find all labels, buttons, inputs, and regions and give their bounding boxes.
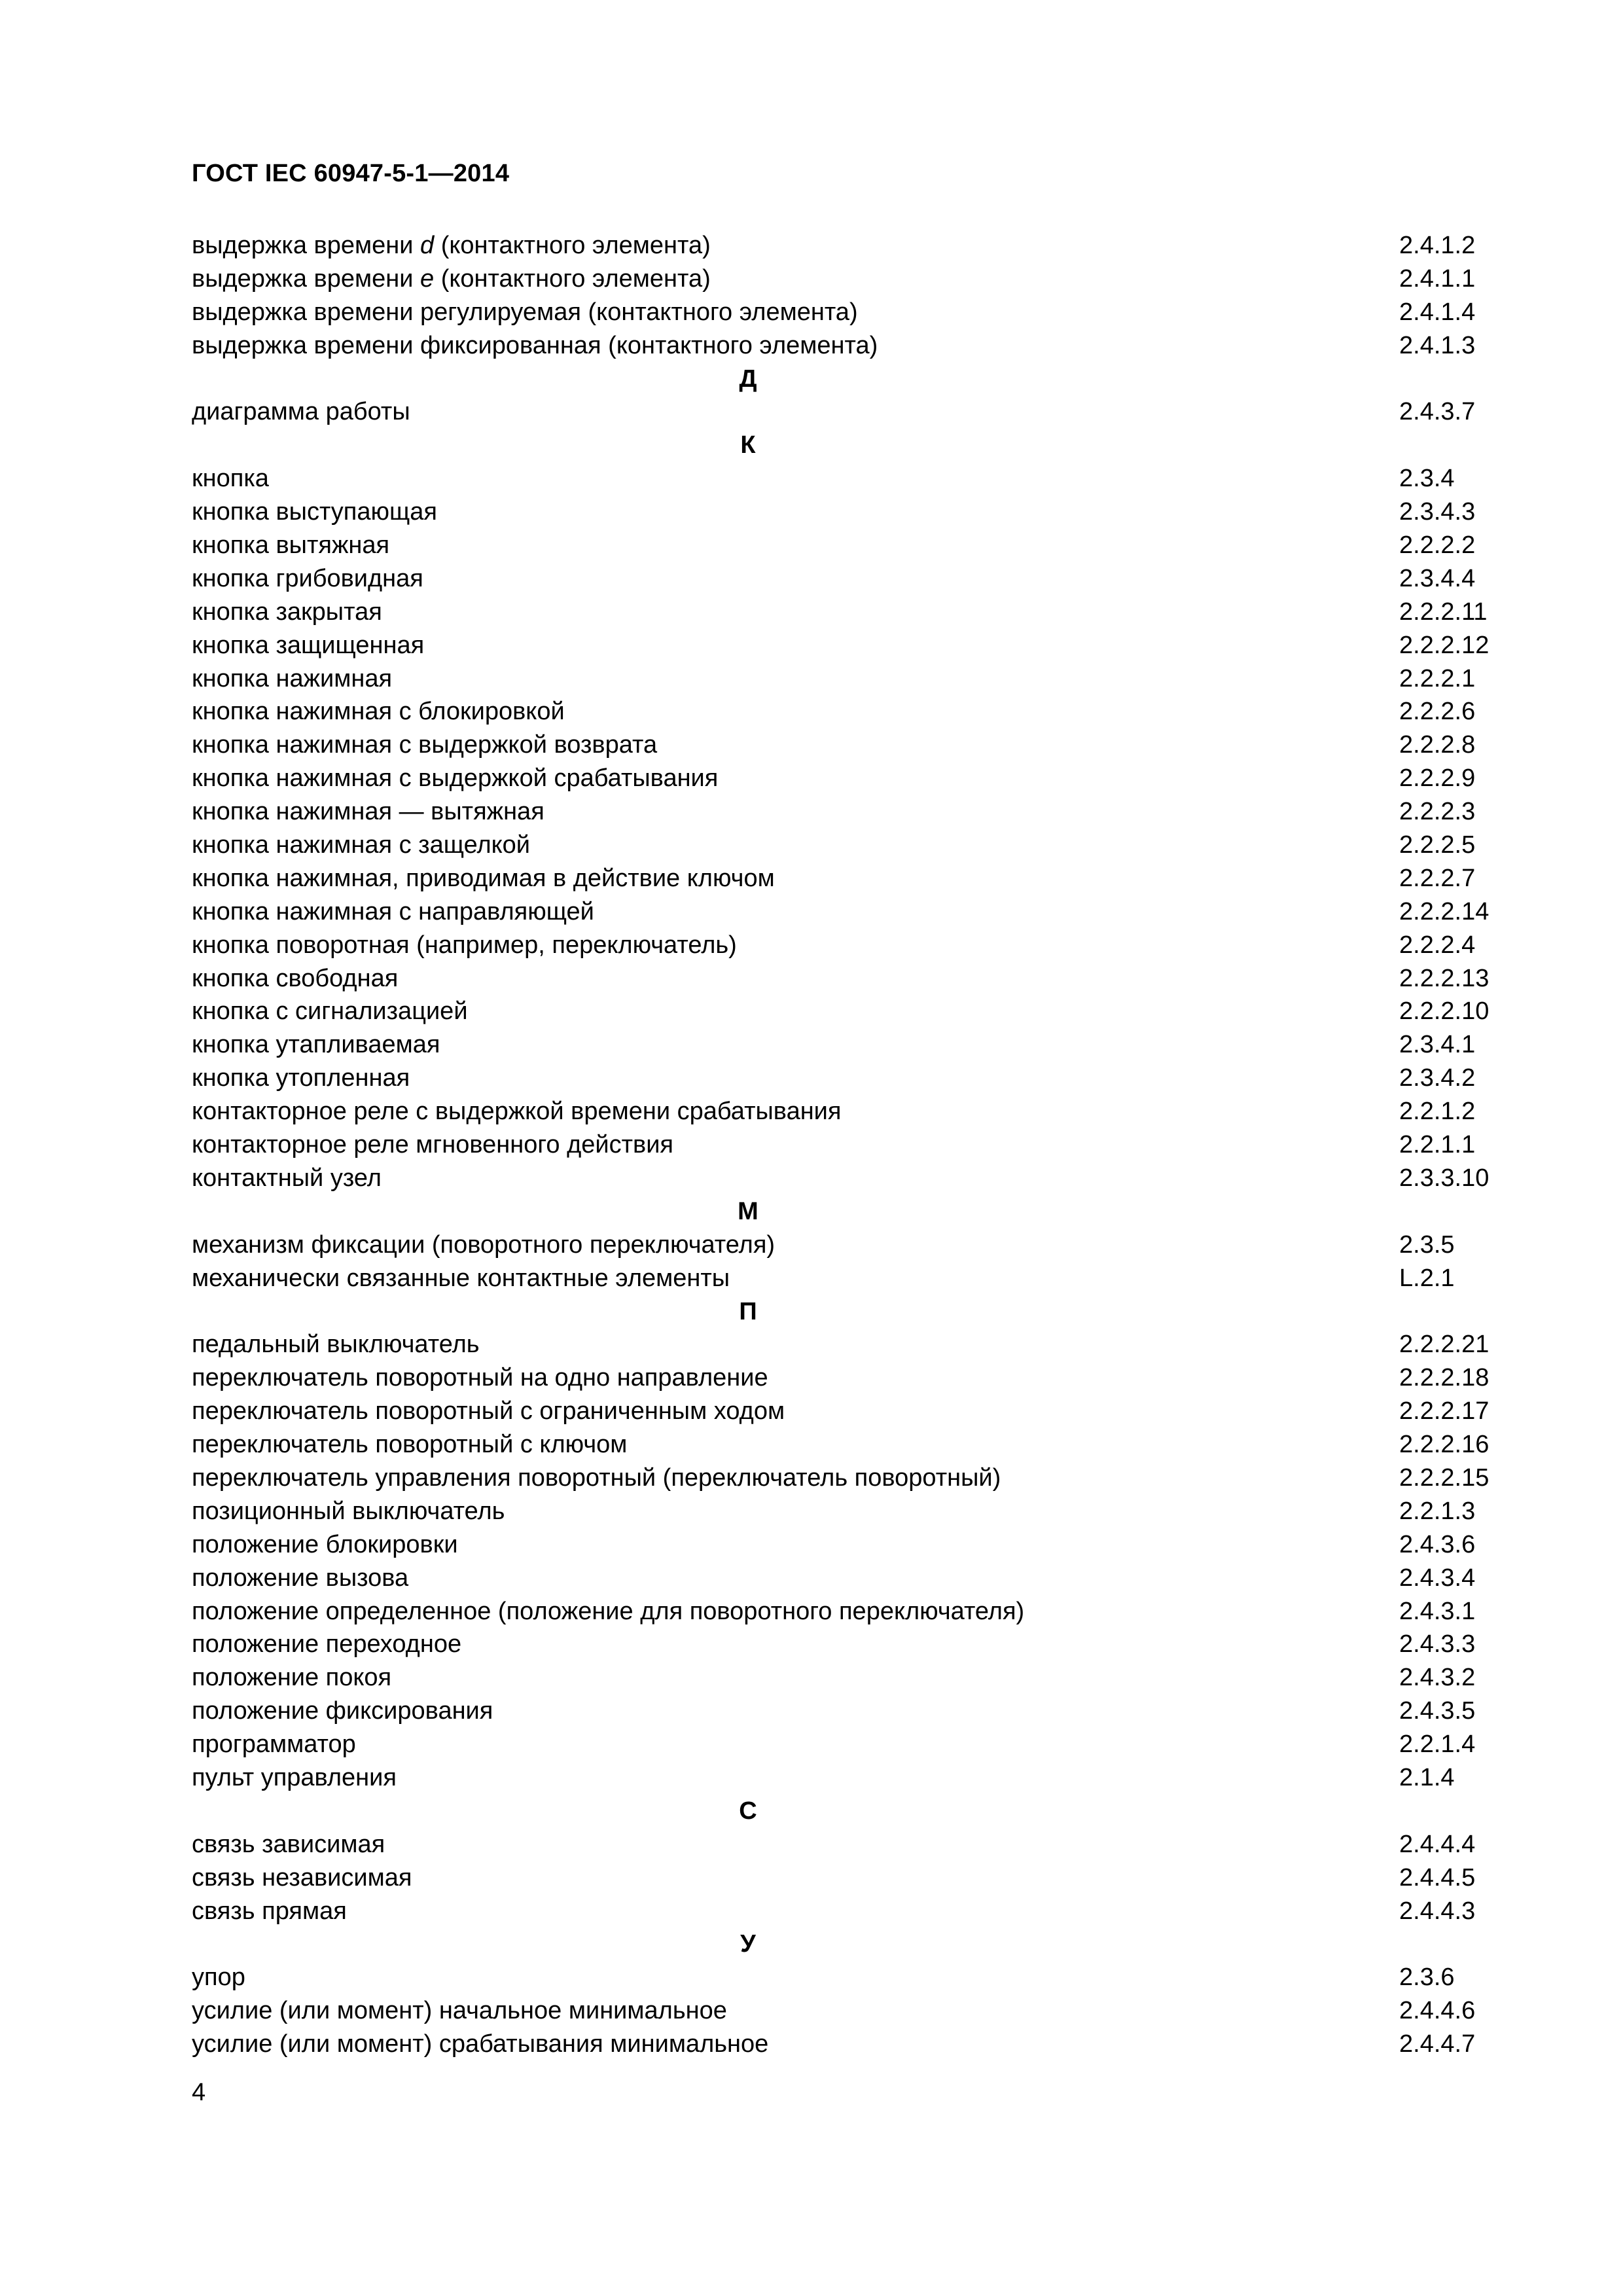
index-term: переключатель поворотный с ключом — [192, 1431, 628, 1459]
index-entry — [192, 2028, 1520, 2061]
index-reference: 2.2.1.3 — [1399, 1497, 1476, 1525]
index-term: кнопка нажимная с направляющей — [192, 897, 594, 925]
index-entry — [192, 229, 1520, 262]
index-term: связь зависимая — [192, 1830, 385, 1858]
index-term: усилие (или момент) срабатывания минимальное — [192, 2030, 769, 2058]
index-term: кнопка нажимная с защелкой — [192, 831, 531, 859]
index-reference: 2.1.4 — [1399, 1763, 1455, 1791]
index-term: связь независимая — [192, 1863, 412, 1892]
index-term: переключатель управления поворотный (переключатель поворотный) — [192, 1463, 1001, 1492]
index-term: связь прямая — [192, 1897, 347, 1925]
index-entry — [192, 1562, 1520, 1595]
index-reference: 2.2.2.13 — [1399, 964, 1489, 992]
index-reference: 2.4.3.2 — [1399, 1664, 1476, 1692]
index-reference: 2.2.2.15 — [1399, 1463, 1489, 1492]
index-entry — [192, 1994, 1520, 2028]
index-reference: 2.4.1.2 — [1399, 232, 1476, 259]
index-letter-heading: П — [739, 1297, 757, 1325]
index-term: кнопка утопленная — [192, 1064, 410, 1092]
index-term: кнопка вытяжная — [192, 531, 390, 560]
index-term: педальный выключатель — [192, 1331, 480, 1359]
index-entry — [192, 1528, 1520, 1562]
index-reference: 2.2.2.8 — [1399, 731, 1476, 759]
index-reference: 2.3.4.2 — [1399, 1064, 1476, 1092]
index-reference: 2.4.3.4 — [1399, 1564, 1476, 1592]
index-letter-heading: У — [740, 1930, 756, 1958]
index-reference: 2.2.2.16 — [1399, 1431, 1489, 1459]
index-term: выдержка времени регулируемая (контактного элемента) — [192, 298, 858, 326]
index-reference: 2.4.1.4 — [1399, 298, 1476, 326]
index-term: кнопка свободная — [192, 964, 399, 992]
index-reference: 2.3.4.1 — [1399, 1031, 1476, 1059]
index-term: переключатель поворотный с ограниченным ходом — [192, 1397, 785, 1426]
index-reference: 2.4.1.3 — [1399, 331, 1476, 359]
index-term: контактный узел — [192, 1164, 382, 1192]
index-reference: 2.2.2.18 — [1399, 1364, 1489, 1392]
index-reference: 2.4.4.6 — [1399, 1997, 1476, 2025]
index-entry — [192, 1728, 1520, 1761]
index-reference: 2.4.3.6 — [1399, 1530, 1476, 1558]
index-entry — [192, 329, 1520, 363]
alphabetical-term-index — [192, 229, 1520, 2061]
index-reference: 2.2.2.2 — [1399, 531, 1476, 560]
index-entry — [192, 1462, 1520, 1495]
index-reference: 2.3.4 — [1399, 465, 1455, 493]
index-term: переключатель поворотный на одно направление — [192, 1364, 768, 1392]
index-term: кнопка нажимная — [192, 664, 393, 692]
index-entry — [192, 629, 1520, 662]
index-term: положение переходное — [192, 1630, 462, 1659]
index-entry — [192, 562, 1520, 596]
index-reference: 2.2.2.11 — [1399, 598, 1488, 626]
index-letter-heading: Д — [739, 365, 757, 393]
index-term: положение блокировки — [192, 1530, 458, 1558]
index-term: контакторное реле с выдержкой времени срабатывания — [192, 1098, 842, 1126]
index-entry — [192, 1828, 1520, 1861]
index-term: кнопка защищенная — [192, 631, 425, 659]
index-term: контакторное реле мгновенного действия — [192, 1131, 674, 1159]
index-entry — [192, 1628, 1520, 1661]
index-reference: 2.4.3.1 — [1399, 1597, 1476, 1625]
index-letter-heading: К — [740, 431, 756, 459]
index-term: кнопка нажимная с выдержкой срабатывания — [192, 764, 719, 793]
index-reference: 2.2.2.17 — [1399, 1397, 1489, 1426]
index-letter-heading: С — [739, 1797, 757, 1825]
index-term: кнопка нажимная с выдержкой возврата — [192, 731, 658, 759]
index-entry — [192, 695, 1520, 728]
index-entry — [192, 728, 1520, 762]
index-term: диаграмма работы — [192, 398, 410, 426]
index-reference: L.2.1 — [1399, 1264, 1455, 1292]
index-term: кнопка нажимная, приводимая в действие ключом — [192, 864, 775, 892]
index-term: позиционный выключатель — [192, 1497, 505, 1525]
index-letter-heading: М — [738, 1197, 758, 1225]
index-entry — [192, 1361, 1520, 1395]
index-reference: 2.4.1.1 — [1399, 264, 1476, 293]
index-entry — [192, 1595, 1520, 1628]
index-reference: 2.2.2.14 — [1399, 897, 1489, 925]
index-term: положение вызова — [192, 1564, 409, 1592]
index-entry — [192, 596, 1520, 629]
index-reference: 2.4.3.7 — [1399, 398, 1476, 426]
index-term: кнопка выступающая — [192, 498, 437, 526]
index-entry — [192, 495, 1520, 529]
index-entry — [192, 1262, 1520, 1295]
index-reference: 2.3.4.3 — [1399, 498, 1476, 526]
document-header: ГОСТ IEC 60947-5-1—2014 — [192, 160, 510, 187]
index-reference: 2.4.4.3 — [1399, 1897, 1476, 1925]
index-entry — [192, 1128, 1520, 1162]
index-entry — [192, 1062, 1520, 1095]
index-reference: 2.4.3.3 — [1399, 1630, 1476, 1659]
index-entry — [192, 662, 1520, 696]
index-term: кнопка утапливаемая — [192, 1031, 440, 1059]
index-reference: 2.4.4.4 — [1399, 1830, 1476, 1858]
index-reference: 2.3.4.4 — [1399, 564, 1476, 592]
index-entry — [192, 1428, 1520, 1462]
index-entry — [192, 795, 1520, 829]
index-term: положение фиксирования — [192, 1697, 493, 1725]
index-reference: 2.2.2.10 — [1399, 997, 1489, 1026]
index-term: кнопка грибовидная — [192, 564, 423, 592]
index-reference: 2.2.1.4 — [1399, 1731, 1476, 1759]
index-reference: 2.2.2.3 — [1399, 798, 1476, 826]
index-reference: 2.3.3.10 — [1399, 1164, 1489, 1192]
index-entry — [192, 395, 1520, 429]
index-entry — [192, 1328, 1520, 1361]
index-entry — [192, 962, 1520, 996]
index-term: выдержка времени e (контактного элемента) — [192, 264, 711, 293]
index-entry — [192, 929, 1520, 962]
index-term: выдержка времени фиксированная (контактного элемента) — [192, 331, 878, 359]
index-term: кнопка — [192, 465, 269, 493]
index-reference: 2.2.1.1 — [1399, 1131, 1476, 1159]
index-reference: 2.2.1.2 — [1399, 1098, 1476, 1126]
index-entry — [192, 1861, 1520, 1895]
index-reference: 2.2.2.21 — [1399, 1331, 1489, 1359]
index-term: выдержка времени d (контактного элемента) — [192, 232, 711, 259]
index-reference: 2.2.2.9 — [1399, 764, 1476, 793]
index-entry — [192, 862, 1520, 895]
index-entry — [192, 1895, 1520, 1928]
index-entry — [192, 1395, 1520, 1428]
index-term: программатор — [192, 1731, 356, 1759]
index-reference: 2.2.2.7 — [1399, 864, 1476, 892]
index-term: механизм фиксации (поворотного переключателя) — [192, 1230, 776, 1259]
index-reference: 2.4.3.5 — [1399, 1697, 1476, 1725]
index-reference: 2.3.6 — [1399, 1964, 1455, 1992]
index-reference: 2.2.2.1 — [1399, 664, 1476, 692]
index-reference: 2.4.4.7 — [1399, 2030, 1476, 2058]
index-entry — [192, 829, 1520, 862]
index-reference: 2.4.4.5 — [1399, 1863, 1476, 1892]
index-reference: 2.3.5 — [1399, 1230, 1455, 1259]
index-term: положение определенное (положение для поворотного переключателя) — [192, 1597, 1025, 1625]
index-term: упор — [192, 1964, 245, 1992]
index-entry — [192, 529, 1520, 562]
index-term: кнопка с сигнализацией — [192, 997, 468, 1026]
index-entry — [192, 1495, 1520, 1528]
index-entry — [192, 1162, 1520, 1195]
index-entry — [192, 995, 1520, 1028]
index-term: кнопка нажимная — вытяжная — [192, 798, 544, 826]
index-term: кнопка закрытая — [192, 598, 382, 626]
index-term: кнопка нажимная с блокировкой — [192, 698, 565, 726]
index-entry — [192, 1695, 1520, 1728]
index-entry — [192, 262, 1520, 296]
index-term: положение покоя — [192, 1664, 392, 1692]
index-entry — [192, 462, 1520, 495]
index-entry — [192, 762, 1520, 795]
index-term: кнопка поворотная (например, переключатель) — [192, 931, 737, 959]
index-entry — [192, 1961, 1520, 1994]
index-reference: 2.2.2.12 — [1399, 631, 1489, 659]
index-entry — [192, 1761, 1520, 1795]
index-term: усилие (или момент) начальное минимальное — [192, 1997, 727, 2025]
index-entry — [192, 1661, 1520, 1695]
index-reference: 2.2.2.6 — [1399, 698, 1476, 726]
index-reference: 2.2.2.4 — [1399, 931, 1476, 959]
index-entry — [192, 1229, 1520, 1262]
index-reference: 2.2.2.5 — [1399, 831, 1476, 859]
index-entry — [192, 1095, 1520, 1128]
index-entry — [192, 895, 1520, 929]
index-entry — [192, 1028, 1520, 1062]
index-entry — [192, 296, 1520, 329]
index-term: механически связанные контактные элементы — [192, 1264, 730, 1292]
index-term: пульт управления — [192, 1763, 397, 1791]
page-number: 4 — [192, 2079, 206, 2106]
